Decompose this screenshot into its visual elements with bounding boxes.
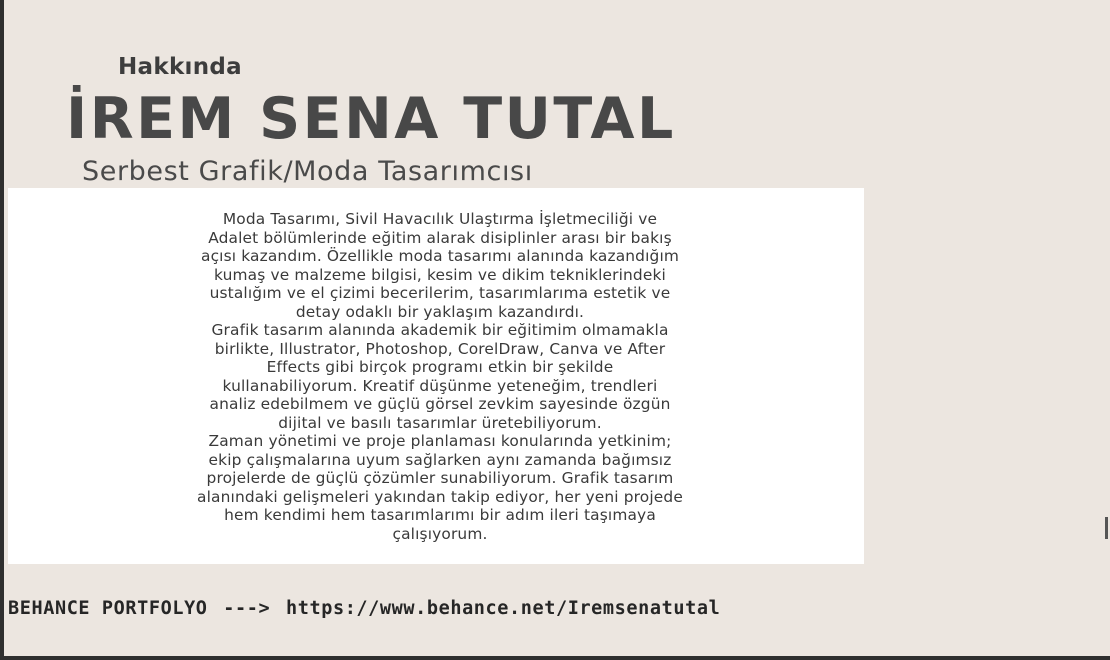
left-frame-border	[0, 0, 4, 660]
section-heading: Hakkında	[118, 54, 243, 80]
edge-marker	[1105, 517, 1108, 539]
portfolio-line	[8, 598, 720, 619]
page-title: İREM SENA TUTAL	[66, 86, 676, 152]
portfolio-arrow: --->	[223, 598, 271, 619]
portfolio-link[interactable]: https://www.behance.net/Iremsenatutal	[286, 598, 721, 619]
bottom-frame-border	[0, 656, 1110, 660]
portfolio-label: BEHANCE PORTFOLYO	[8, 598, 208, 619]
bio-text: Moda Tasarımı, Sivil Havacılık Ulaştırma İşletmeciliği ve Adalet bölümlerinde eğitim alarak disiplinler arası bir bakış açısı kazandım. Özellikle moda tasarımı alanında kazandığım kumaş ve malzeme bilgisi, kesim ve dikim tekniklerindeki ustalığım ve el çizimi becerilerim, tasarımlarıma estetik ve detay odaklı bir yaklaşım kazandırdı. Grafik tasarım alanında akademik bir eğitimim olmamakla birlikte, Illustrator, Photoshop, CorelDraw, Canva ve After Effects gibi birçok programı etkin bir şekilde kullanabiliyorum. Kreatif düşünme yeteneğim, trendleri analiz edebilmem ve güçlü görsel zevkim sayesinde özgün dijital ve basılı tasarımlar üretebiliyorum. Zaman yönetimi ve proje planlaması konularında yetkinim; ekip çalışmalarına uyum sağlarken aynı zamanda bağımsız projelerde de güçlü çözümler sunabiliyorum. Grafik tasarım alanındaki gelişmeleri yakından takip ediyor, her yeni projede hem kendimi hem tasarımlarımı bir adım ileri taşımaya çalışıyorum.	[197, 210, 683, 543]
bio-card	[8, 188, 864, 564]
role-subtitle: Serbest Grafik/Moda Tasarımcısı	[82, 156, 533, 187]
